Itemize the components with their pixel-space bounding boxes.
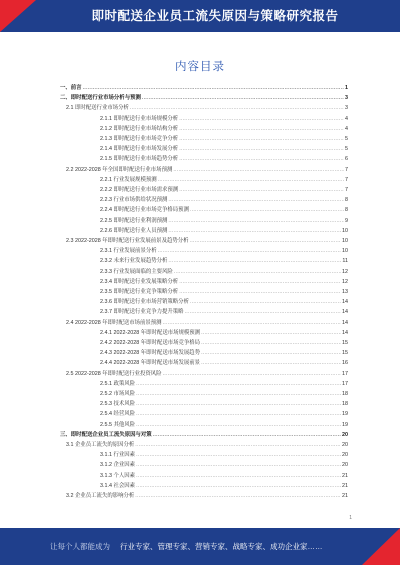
toc-entry-page: 19 [342, 411, 348, 418]
toc-entry-title: 2.5.2 市场风险 [100, 391, 136, 397]
toc-entry[interactable] [66, 237, 348, 246]
toc-entry-title: 2.1 即时配送行业市场分析 [66, 105, 129, 112]
toc-leader-dots [136, 451, 341, 460]
toc-entry-page: 1 [345, 85, 348, 91]
toc-leader-dots [158, 247, 341, 256]
toc-entry-page: 20 [342, 452, 348, 459]
toc-entry-page: 17 [342, 370, 348, 377]
toc-leader-dots [163, 370, 341, 379]
toc-entry-title: 2.5.1 政策风险 [100, 380, 136, 387]
toc-leader-dots [168, 257, 341, 266]
toc-leader-dots [135, 441, 341, 450]
toc-entry-page: 10 [342, 238, 348, 244]
toc-entry-title: 2.2.1 行业发展规模预测 [100, 176, 157, 183]
toc-entry-title: 3.1.2 企业因素 [100, 462, 136, 469]
toc-entry-title: 2.2.4 即时配送行业市场竞争格局预测 [100, 207, 189, 214]
toc-entry-title: 2.2 2022-2028 年全国即时配送行业市场预测 [66, 166, 173, 173]
toc-entry-page: 4 [345, 115, 348, 122]
toc-entry-title: 2.3.3 行业发展面临的主要风险 [100, 268, 173, 275]
toc-entry-page: 7 [345, 176, 348, 183]
toc-entry[interactable] [100, 288, 348, 297]
toc-entry-title: 2.1.5 即时配送行业市场趋势分析 [100, 156, 179, 163]
toc-entry-page: 10 [342, 248, 348, 255]
toc-entry[interactable] [60, 94, 348, 103]
header-red-accent [0, 0, 36, 32]
toc-entry[interactable] [100, 268, 348, 277]
toc-leader-dots [135, 492, 341, 501]
toc-entry-page: 15 [342, 340, 348, 346]
toc-entry-page: 12 [342, 268, 348, 275]
toc-entry[interactable] [100, 247, 348, 256]
toc-entry-title: 3.2 企业员工流失的影响分析 [66, 493, 135, 499]
toc-entry-page: 15 [342, 350, 348, 357]
toc-entry-page: 11 [342, 258, 348, 265]
toc-entry-page: 21 [342, 472, 348, 479]
toc-entry-page: 5 [345, 136, 348, 142]
toc-entry[interactable] [100, 217, 348, 226]
toc-entry-title: 2.5 2022-2028 年即时配送行业投资风险 [66, 370, 162, 377]
toc-entry-title: 3.1.1 行业因素 [100, 452, 136, 459]
toc-leader-dots [168, 217, 344, 226]
toc-entry-page: 20 [342, 462, 348, 469]
toc-entry[interactable] [100, 115, 348, 124]
toc-leader-dots [136, 482, 341, 491]
toc-entry-title: 2.4.1 2022-2028 年即时配送市场规模预测 [100, 329, 201, 336]
toc-entry[interactable] [66, 166, 348, 175]
toc-entry-page: 4 [345, 125, 348, 132]
toc-leader-dots [179, 145, 344, 154]
toc-leader-dots [136, 390, 341, 399]
toc-entry[interactable] [66, 441, 348, 450]
toc-entry[interactable] [60, 84, 348, 93]
toc-leader-dots [201, 339, 341, 348]
toc-entry[interactable] [100, 257, 348, 266]
footer-slogan-highlight: 行业专家、管理专家、营销专家、战略专家、成功企业家…… [120, 542, 323, 551]
toc-leader-dots [136, 410, 341, 419]
toc-leader-dots [173, 166, 344, 175]
toc-entry[interactable] [60, 431, 348, 440]
toc-entry[interactable] [66, 370, 348, 379]
toc-entry[interactable] [100, 196, 348, 205]
toc-entry-title: 2.5.4 经营风险 [100, 411, 136, 418]
toc-entry[interactable] [66, 319, 348, 328]
toc-entry[interactable] [100, 390, 348, 399]
page-footer [0, 528, 400, 565]
toc-entry-title: 2.3.4 即时配送行业发展策略分析 [100, 278, 179, 285]
footer-slogan-lead: 让每个人都能成为 [50, 542, 110, 551]
toc-entry-title: 3.1.4 社会因素 [100, 482, 136, 489]
toc-entry[interactable] [100, 400, 348, 409]
report-title: 即时配送企业员工流失原因与策略研究报告 [91, 9, 339, 23]
toc-entry[interactable] [100, 339, 348, 348]
toc-entry-title: 2.3.6 即时配送行业市场营销策略分析 [100, 299, 189, 306]
toc-entry-page: 18 [342, 391, 348, 397]
toc-entry-title: 2.4 2022-2028 年即时配送市场前景预测 [66, 319, 162, 326]
toc-leader-dots [168, 227, 341, 236]
toc-entry-page: 14 [342, 299, 348, 306]
toc-entry[interactable] [100, 380, 348, 389]
toc-entry-title: 2.4.2 2022-2028 年即时配送市场竞争格局 [100, 340, 201, 346]
toc-entry-page: 12 [342, 278, 348, 285]
toc-entry-page: 7 [345, 166, 348, 173]
toc-entry-page: 8 [345, 207, 348, 214]
toc-entry-page: 21 [342, 493, 348, 499]
toc-leader-dots [179, 115, 344, 124]
toc-entry[interactable] [100, 359, 348, 368]
toc-entry-page: 20 [342, 431, 348, 438]
toc-entry[interactable] [100, 186, 348, 195]
toc-entry[interactable] [100, 451, 348, 460]
toc-entry-title: 三、即时配送企业员工流失原因与对策 [60, 431, 152, 438]
toc-leader-dots [179, 186, 344, 195]
toc-entry-page: 17 [342, 380, 348, 387]
toc-entry-title: 2.3.1 行业发展前景分析 [100, 248, 157, 255]
toc-leader-dots [201, 359, 341, 368]
toc-entry[interactable] [100, 298, 348, 307]
toc-entry[interactable] [100, 329, 348, 338]
toc-entry-title: 2.1.1 即时配送行业市场规模分析 [100, 115, 179, 122]
toc-leader-dots [153, 431, 341, 440]
toc-entry[interactable] [100, 278, 348, 287]
toc-leader-dots [179, 125, 344, 134]
toc-entry-title: 2.1.4 即时配送行业市场发展分析 [100, 146, 179, 153]
toc-entry-title: 3.1.3 个人因素 [100, 472, 136, 479]
toc-heading: 内容目录 [175, 61, 225, 73]
toc-entry-page: 10 [342, 227, 348, 234]
toc-entry-title: 2.5.3 技术风险 [100, 401, 136, 408]
page-number: 1 [349, 515, 352, 521]
toc-leader-dots [190, 237, 341, 246]
toc-entry[interactable] [100, 349, 348, 358]
toc-entry-title: 2.2.6 即时配送行业人员预测 [100, 227, 168, 234]
toc-leader-dots [185, 308, 341, 317]
toc-leader-dots [136, 380, 341, 389]
toc-entry-page: 20 [342, 442, 348, 448]
toc-entry-page: 8 [345, 197, 348, 204]
toc-entry-title: 2.3 2022-2028 年即时配送行业发展前景及趋势分析 [66, 238, 189, 244]
toc-entry[interactable] [100, 206, 348, 215]
toc-leader-dots [179, 155, 344, 164]
toc-entry[interactable] [66, 492, 348, 501]
toc-entry[interactable] [100, 176, 348, 185]
toc-leader-dots [174, 268, 341, 277]
toc-entry-page: 9 [345, 217, 348, 224]
toc-entry[interactable] [100, 472, 348, 481]
toc-entry-page: 3 [345, 105, 348, 112]
toc-leader-dots [136, 421, 341, 430]
toc-entry[interactable] [100, 461, 348, 470]
toc-entry-title: 2.2.2 即时配送行业市场需求预测 [100, 187, 179, 193]
toc-entry-title: 2.1.2 即时配送行业市场结构分析 [100, 125, 179, 132]
toc-entry-page: 3 [345, 95, 348, 102]
toc-leader-dots [142, 94, 344, 103]
toc-leader-dots [136, 472, 341, 481]
toc-entry-page: 21 [342, 482, 348, 489]
toc-entry-page: 6 [345, 156, 348, 163]
toc-entry[interactable] [100, 135, 348, 144]
toc-entry-title: 2.4.4 2022-2028 年即时配送市场发展前景 [100, 360, 201, 367]
toc-entry-page: 18 [342, 401, 348, 408]
toc-entry-page: 19 [342, 421, 348, 428]
toc-entry-title: 2.5.5 其他风险 [100, 421, 136, 428]
toc-entry-page: 14 [342, 329, 348, 336]
toc-entry[interactable] [100, 155, 348, 164]
toc-leader-dots [136, 461, 341, 470]
toc-leader-dots [179, 135, 344, 144]
toc-leader-dots [163, 319, 341, 328]
toc-entry[interactable] [100, 421, 348, 430]
toc-entry[interactable] [100, 227, 348, 236]
toc-entry-title: 2.4.3 2022-2028 年即时配送市场发展趋势 [100, 350, 201, 357]
toc-leader-dots [190, 206, 344, 215]
toc-entry-page: 7 [345, 187, 348, 193]
toc-leader-dots [168, 196, 344, 205]
footer-red-accent [362, 528, 400, 565]
toc-leader-dots [190, 298, 341, 307]
toc-entry-title: 一、前言 [60, 85, 82, 91]
toc-entry-page: 14 [342, 309, 348, 316]
toc-leader-dots [179, 278, 341, 287]
toc-leader-dots [201, 329, 341, 338]
toc-leader-dots [136, 400, 341, 409]
toc-leader-dots [158, 176, 344, 185]
footer-slogan [50, 528, 323, 565]
toc-entry-title: 2.3.5 即时配送行业竞争策略分析 [100, 289, 179, 295]
toc-leader-dots [83, 84, 344, 93]
toc-entry[interactable] [66, 104, 348, 113]
toc-entry[interactable] [100, 482, 348, 491]
toc-leader-dots [130, 104, 344, 113]
toc-entry[interactable] [100, 410, 348, 419]
toc-entry-page: 13 [342, 289, 348, 295]
toc-entry-title: 2.2.5 即时配送行业利润预测 [100, 217, 168, 224]
toc-entry-title: 2.2.3 行业市场供给状况预测 [100, 197, 168, 204]
toc-entry-title: 2.3.7 即时配送行业竞争力提升策略 [100, 309, 184, 316]
toc-entry[interactable] [100, 145, 348, 154]
toc-entry-title: 二、即时配送行业市场分析与预测 [60, 95, 141, 102]
toc-entry[interactable] [100, 125, 348, 134]
toc-entry-title: 2.3.2 未来行业发展趋势分析 [100, 258, 168, 265]
toc-entry-page: 5 [345, 146, 348, 153]
toc-entry-title: 2.1.3 即时配送行业市场竞争分析 [100, 136, 179, 142]
toc-entry-title: 3.1 企业员工流失的原因分析 [66, 442, 135, 448]
toc-entry[interactable] [100, 308, 348, 317]
toc-entry-page: 14 [342, 319, 348, 326]
toc-entry-page: 16 [342, 360, 348, 367]
toc-leader-dots [179, 288, 341, 297]
page-header [0, 0, 400, 32]
toc-leader-dots [201, 349, 341, 358]
